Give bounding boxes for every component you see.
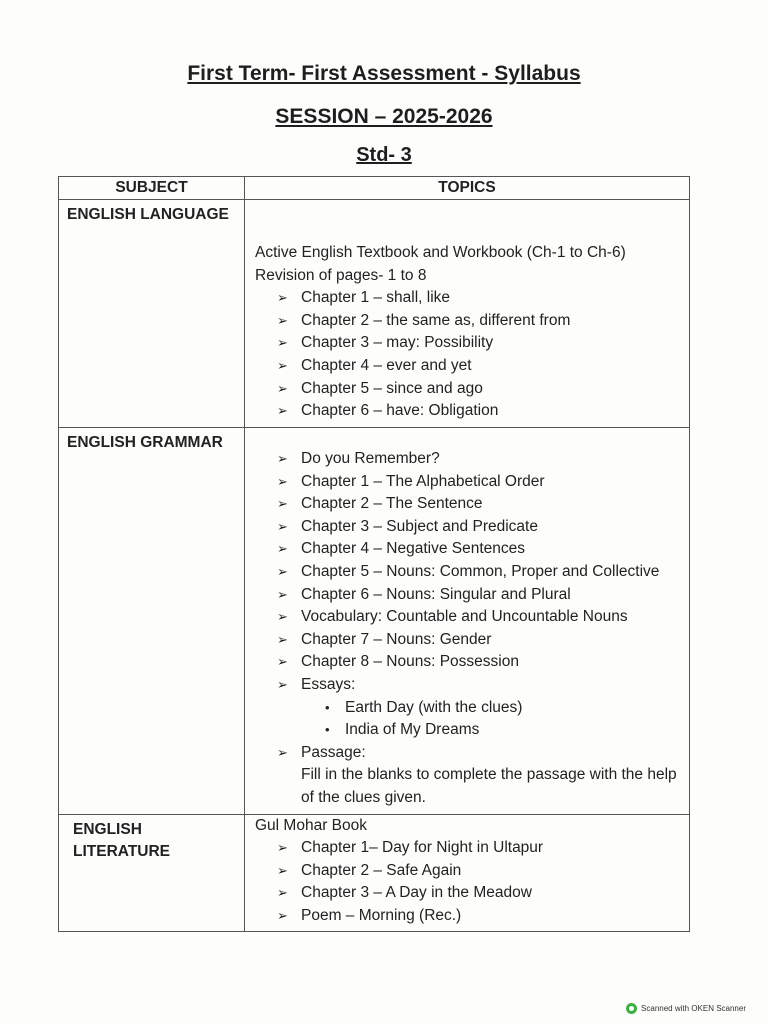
list-item: ➢ Chapter 6 – Nouns: Singular and Plural	[277, 584, 683, 607]
list-item: ➢ Chapter 5 – since and ago	[277, 378, 683, 401]
topic-list	[255, 448, 683, 674]
table-header-row	[59, 177, 690, 200]
table-row	[59, 814, 690, 932]
list-item: ➢ Chapter 8 – Nouns: Possession	[277, 651, 683, 674]
list-item: ➢ Chapter 6 – have: Obligation	[277, 400, 683, 423]
list-item: ➢ Chapter 5 – Nouns: Common, Proper and Collective	[277, 561, 683, 584]
scanner-text: Scanned with OKEN Scanner	[641, 1004, 746, 1013]
list-item	[277, 674, 683, 742]
table-row	[59, 428, 690, 815]
list-item: ➢ Chapter 1– Day for Night in Ultapur	[277, 837, 683, 860]
list-item: ➢ Chapter 2 – The Sentence	[277, 493, 683, 516]
topic-intro: Revision of pages- 1 to 8	[255, 266, 427, 284]
table-row	[59, 200, 690, 428]
list-item	[277, 742, 683, 810]
scanner-logo-icon	[626, 1003, 637, 1014]
list-item: ➢ Chapter 4 – Negative Sentences	[277, 538, 683, 561]
essays-label: Essays:	[301, 675, 356, 693]
syllabus-table	[58, 176, 690, 932]
subject-english-literature: ENGLISH LITERATURE	[59, 814, 245, 932]
topic-list	[255, 837, 683, 927]
topic-list	[255, 287, 683, 423]
list-item: • Earth Day (with the clues)	[321, 697, 683, 720]
topics-english-literature	[245, 814, 690, 932]
list-item: ➢ Vocabulary: Countable and Uncountable Nouns	[277, 606, 683, 629]
list-item: ➢ Do you Remember?	[277, 448, 683, 471]
scanner-watermark	[626, 1003, 746, 1014]
list-item: ➢ Poem – Morning (Rec.)	[277, 905, 683, 928]
topic-intro: Active English Textbook and Workbook (Ch-1 to Ch-6)	[255, 244, 626, 261]
list-item: • India of My Dreams	[321, 719, 683, 742]
list-item: ➢ Chapter 3 – Subject and Predicate	[277, 516, 683, 539]
list-item: ➢ Chapter 3 – may: Possibility	[277, 332, 683, 355]
session-heading: SESSION – 2025-2026	[275, 105, 493, 128]
passage-label: ➢ Passage:	[301, 743, 366, 761]
topic-intro: Gul Mohar Book	[255, 816, 367, 834]
list-item: ➢ Chapter 7 – Nouns: Gender	[277, 629, 683, 652]
subject-column-header: SUBJECT	[59, 177, 245, 200]
topics-english-language	[245, 200, 690, 428]
topics-english-grammar	[245, 428, 690, 815]
topics-column-header: TOPICS	[245, 177, 690, 200]
topic-list	[255, 674, 683, 810]
list-item: ➢ Chapter 3 – A Day in the Meadow	[277, 882, 683, 905]
list-item: ➢ Chapter 2 – the same as, different from	[277, 310, 683, 333]
passage-text: Fill in the blanks to complete the passage with the help of the clues given.	[301, 766, 677, 806]
list-item: ➢ Chapter 2 – Safe Again	[277, 860, 683, 883]
essay-list	[301, 697, 683, 742]
std-heading: Std- 3	[356, 144, 412, 166]
subject-english-language: ENGLISH LANGUAGE	[59, 200, 245, 428]
list-item: ➢ Chapter 4 – ever and yet	[277, 355, 683, 378]
subject-english-grammar: ENGLISH GRAMMAR	[59, 428, 245, 815]
list-item: ➢ Chapter 1 – The Alphabetical Order	[277, 471, 683, 494]
document-title: First Term- First Assessment - Syllabus	[187, 62, 581, 85]
list-item: ➢ Chapter 1 – shall, like	[277, 287, 683, 310]
